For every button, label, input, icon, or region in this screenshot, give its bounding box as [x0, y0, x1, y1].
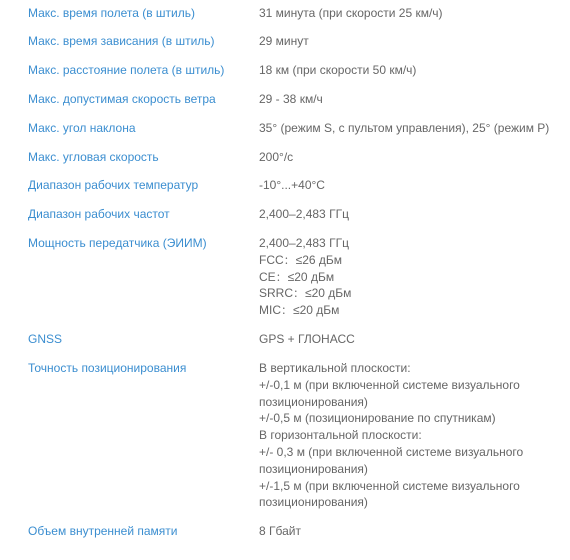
spec-value-line: CE：≤20 дБм: [259, 269, 335, 284]
spec-value-line: 29 - 38 км/ч: [259, 92, 323, 106]
spec-value: [259, 5, 564, 22]
spec-label: Макс. время полета (в штиль): [28, 6, 195, 20]
spec-label: Макс. угловая скорость: [28, 150, 159, 164]
spec-value: [259, 91, 564, 108]
spec-label: Мощность передатчика (ЭИИМ): [28, 236, 207, 250]
spec-value-line: FCC：≤26 дБм: [259, 252, 343, 267]
spec-value: [259, 331, 564, 348]
spec-value-line: В горизонтальной плоскости:: [259, 428, 422, 443]
spec-label: Макс. допустимая скорость ветра: [28, 92, 216, 106]
spec-value-line: 29 минут: [259, 34, 309, 48]
spec-value-line: +/-0,1 м (при включенной системе визуального позиционирования): [259, 377, 520, 409]
spec-label: Макс. угол наклона: [28, 121, 136, 135]
spec-value: [259, 149, 564, 166]
spec-value-line: +/- 0,3 м (при включенной системе визуального позиционирования): [259, 444, 524, 476]
spec-value-line: SRRC：≤20 дБм: [259, 286, 352, 301]
spec-label: Макс. расстояние полета (в штиль): [28, 63, 225, 77]
spec-label: GNSS: [28, 332, 63, 346]
spec-value-line: В вертикальной плоскости:: [259, 361, 411, 375]
spec-value: [259, 120, 564, 137]
spec-value-line: 2,400–2,483 ГГц: [259, 207, 349, 221]
spec-value-line: 200°/с: [259, 150, 294, 164]
spec-value-line: -10°...+40°C: [259, 178, 325, 192]
spec-value: [259, 523, 564, 540]
spec-value-line: 2,400–2,483 ГГц: [259, 236, 349, 250]
spec-label: Диапазон рабочих частот: [28, 207, 170, 221]
spec-value-line: +/-1,5 м (при включенной системе визуального позиционирования): [259, 478, 520, 510]
spec-value-line: 8 Гбайт: [259, 524, 301, 538]
spec-value-line: 35° (режим S, с пультом управления), 25° (режим P): [259, 121, 550, 135]
spec-value-line: 31 минута (при скорости 25 км/ч): [259, 6, 443, 20]
spec-value: [259, 360, 564, 511]
spec-label: Объем внутренней памяти: [28, 524, 178, 538]
spec-value-line: +/-0,5 м (позиционирование по спутникам): [259, 411, 496, 426]
spec-label: Точность позиционирования: [28, 361, 187, 375]
spec-value-line: MIC：≤20 дБм: [259, 303, 340, 318]
spec-value: [259, 235, 564, 319]
spec-value: [259, 62, 564, 79]
spec-value: [259, 33, 564, 50]
spec-label: Диапазон рабочих температур: [28, 178, 199, 192]
spec-value-line: 18 км (при скорости 50 км/ч): [259, 63, 417, 77]
spec-label: Макс. время зависания (в штиль): [28, 34, 215, 48]
spec-value: [259, 206, 564, 223]
spec-value-line: GPS + ГЛОНАСС: [259, 332, 355, 346]
spec-value: [259, 177, 564, 194]
